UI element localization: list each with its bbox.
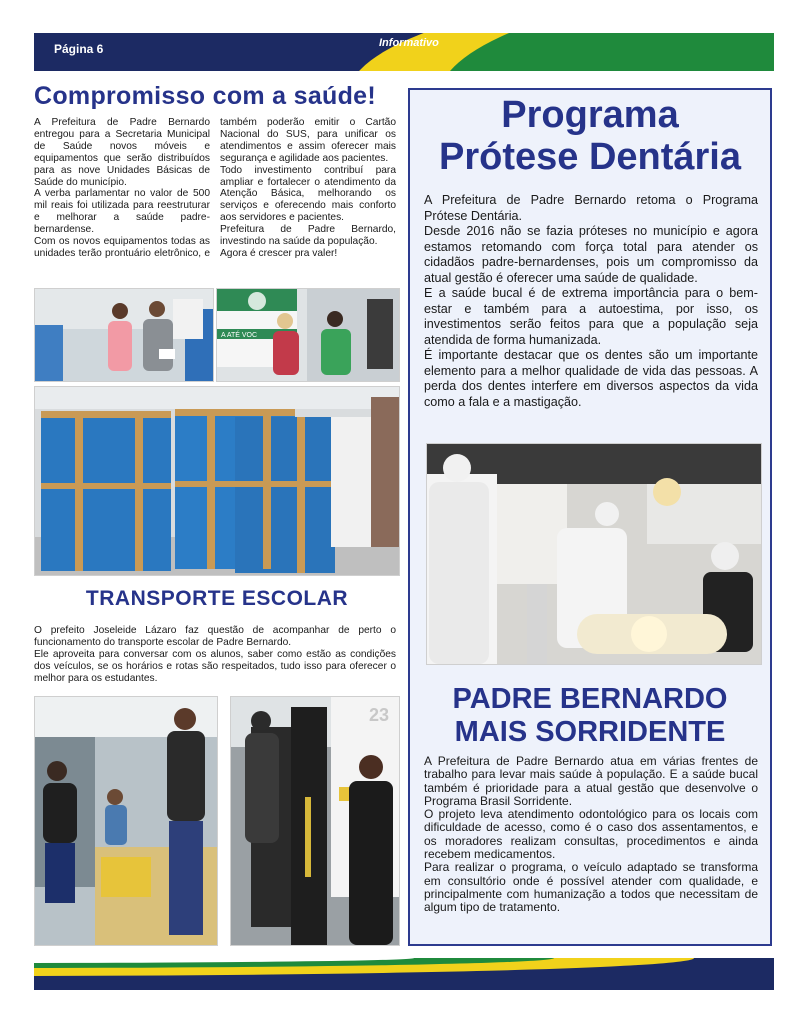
photo-equipment-delivery-1 xyxy=(34,288,214,382)
page-number: Página 6 xyxy=(54,42,104,56)
sorridente-title-line2: MAIS SORRIDENTE xyxy=(454,716,726,748)
photo-bus-door xyxy=(230,696,400,946)
sorridente-headline xyxy=(410,683,770,749)
sorridente-paragraph: A Prefeitura de Padre Bernardo atua em várias frentes de trabalho para levar mais saúde à população. E a saúde bucal também é prioridade para a atual gestão que desenvolve o Programa Brasil Sorridente. xyxy=(424,754,758,808)
transporte-article xyxy=(34,625,396,685)
transporte-paragraph: O prefeito Joseleide Lázaro faz questão de acompanhar de perto o funcionamento do transporte escolar de Padre Bernardo. xyxy=(34,625,396,648)
banner-text: A ATÉ VOC xyxy=(221,332,258,339)
sorridente-article xyxy=(424,755,758,915)
bus-number: 23 xyxy=(369,705,390,725)
saude-paragraph: A verba parlamentar no valor de 500 mil reais foi utilizada para reestruturar e melhorar a saúde padre-bernardense. xyxy=(34,188,210,236)
photo-bus-interior xyxy=(34,696,218,946)
header-band xyxy=(34,33,774,71)
protese-article xyxy=(424,193,758,410)
protese-paragraph: A Prefeitura de Padre Bernardo retoma o Programa Prótese Dentária. xyxy=(424,193,758,223)
saude-paragraph: Todo investimento contribuí para ampliar e fortalecer o atendimento da Atenção Básica, melhorando os serviços e oferecendo mais conforto aos servidores e pacientes. xyxy=(220,164,396,224)
photo-dental-clinic xyxy=(426,443,762,665)
protese-paragraph: É importante destacar que os dentes são um importante elemento para a melhor qualidade de vida das pessoas. A perda dos dentes interfere em diversos aspectos da vida como a fala e a mastigação. xyxy=(424,348,758,409)
photo-equipment-delivery-2 xyxy=(216,288,400,382)
photo-new-equipment xyxy=(34,386,400,576)
saude-headline: Compromisso com a saúde! xyxy=(34,82,377,110)
protese-paragraph: Desde 2016 não se fazia próteses no município e agora estamos retomando com força total para atender os cidadãos padre-bernardenses, pois um compromisso da atual gestão é oferecer uma saúde de qualidade. xyxy=(424,224,758,285)
section-title: Informativo xyxy=(379,37,439,49)
protese-paragraph: E a saúde bucal é de extrema importância para o bem-estar e também para a autoestima, por isso, os investimentos serão feitos para que a população seja atendida de forma humanizada. xyxy=(424,286,758,347)
protese-headline xyxy=(410,94,770,178)
saude-paragraph: Agora é crescer pra valer! xyxy=(220,247,338,259)
sorridente-paragraph: Para realizar o programa, o veículo adaptado se transforma em consultório onde é possível atender com qualidade, e principalmente com humanização a todos que necessitam de algum tipo de tratamento. xyxy=(424,860,758,915)
sorridente-paragraph: O projeto leva atendimento odontológico para os locais com dificuldade de acesso, como é o caso dos assentamentos, e os moradores realizam consultas, procedimentos e ainda recebem medicamentos. xyxy=(424,807,758,862)
saude-paragraph: A Prefeitura de Padre Bernardo entregou para a Secretaria Municipal de Saúde novos móveis e equipamentos que serão distribuídos para as nove Unidades Básicas de Saúde do município. xyxy=(34,117,210,188)
saude-paragraph: Prefeitura de Padre Bernardo, investindo na saúde da população. xyxy=(220,224,396,248)
sorridente-title-line1: PADRE BERNARDO xyxy=(452,683,728,715)
protese-title-line2: Prótese Dentária xyxy=(438,136,741,178)
transporte-headline: TRANSPORTE ESCOLAR xyxy=(85,587,349,610)
protese-title-line1: Programa xyxy=(501,94,679,136)
transporte-paragraph: Ele aproveita para conversar com os alunos, saber como estão as condições dos veículos, se os horários e rotas são respeitados, tudo isso para oferecer o melhor para os estudantes. xyxy=(34,648,396,684)
saude-paragraph: Com os novos equipamentos todas as unidades terão prontuário eletrônico, e também poderão emitir o Cartão Nacional do SUS, para unificar os atendimentos e assim oferecer mais segurança e agilidade aos pacientes. xyxy=(34,117,396,259)
saude-article xyxy=(34,117,396,260)
footer-band xyxy=(34,958,774,990)
